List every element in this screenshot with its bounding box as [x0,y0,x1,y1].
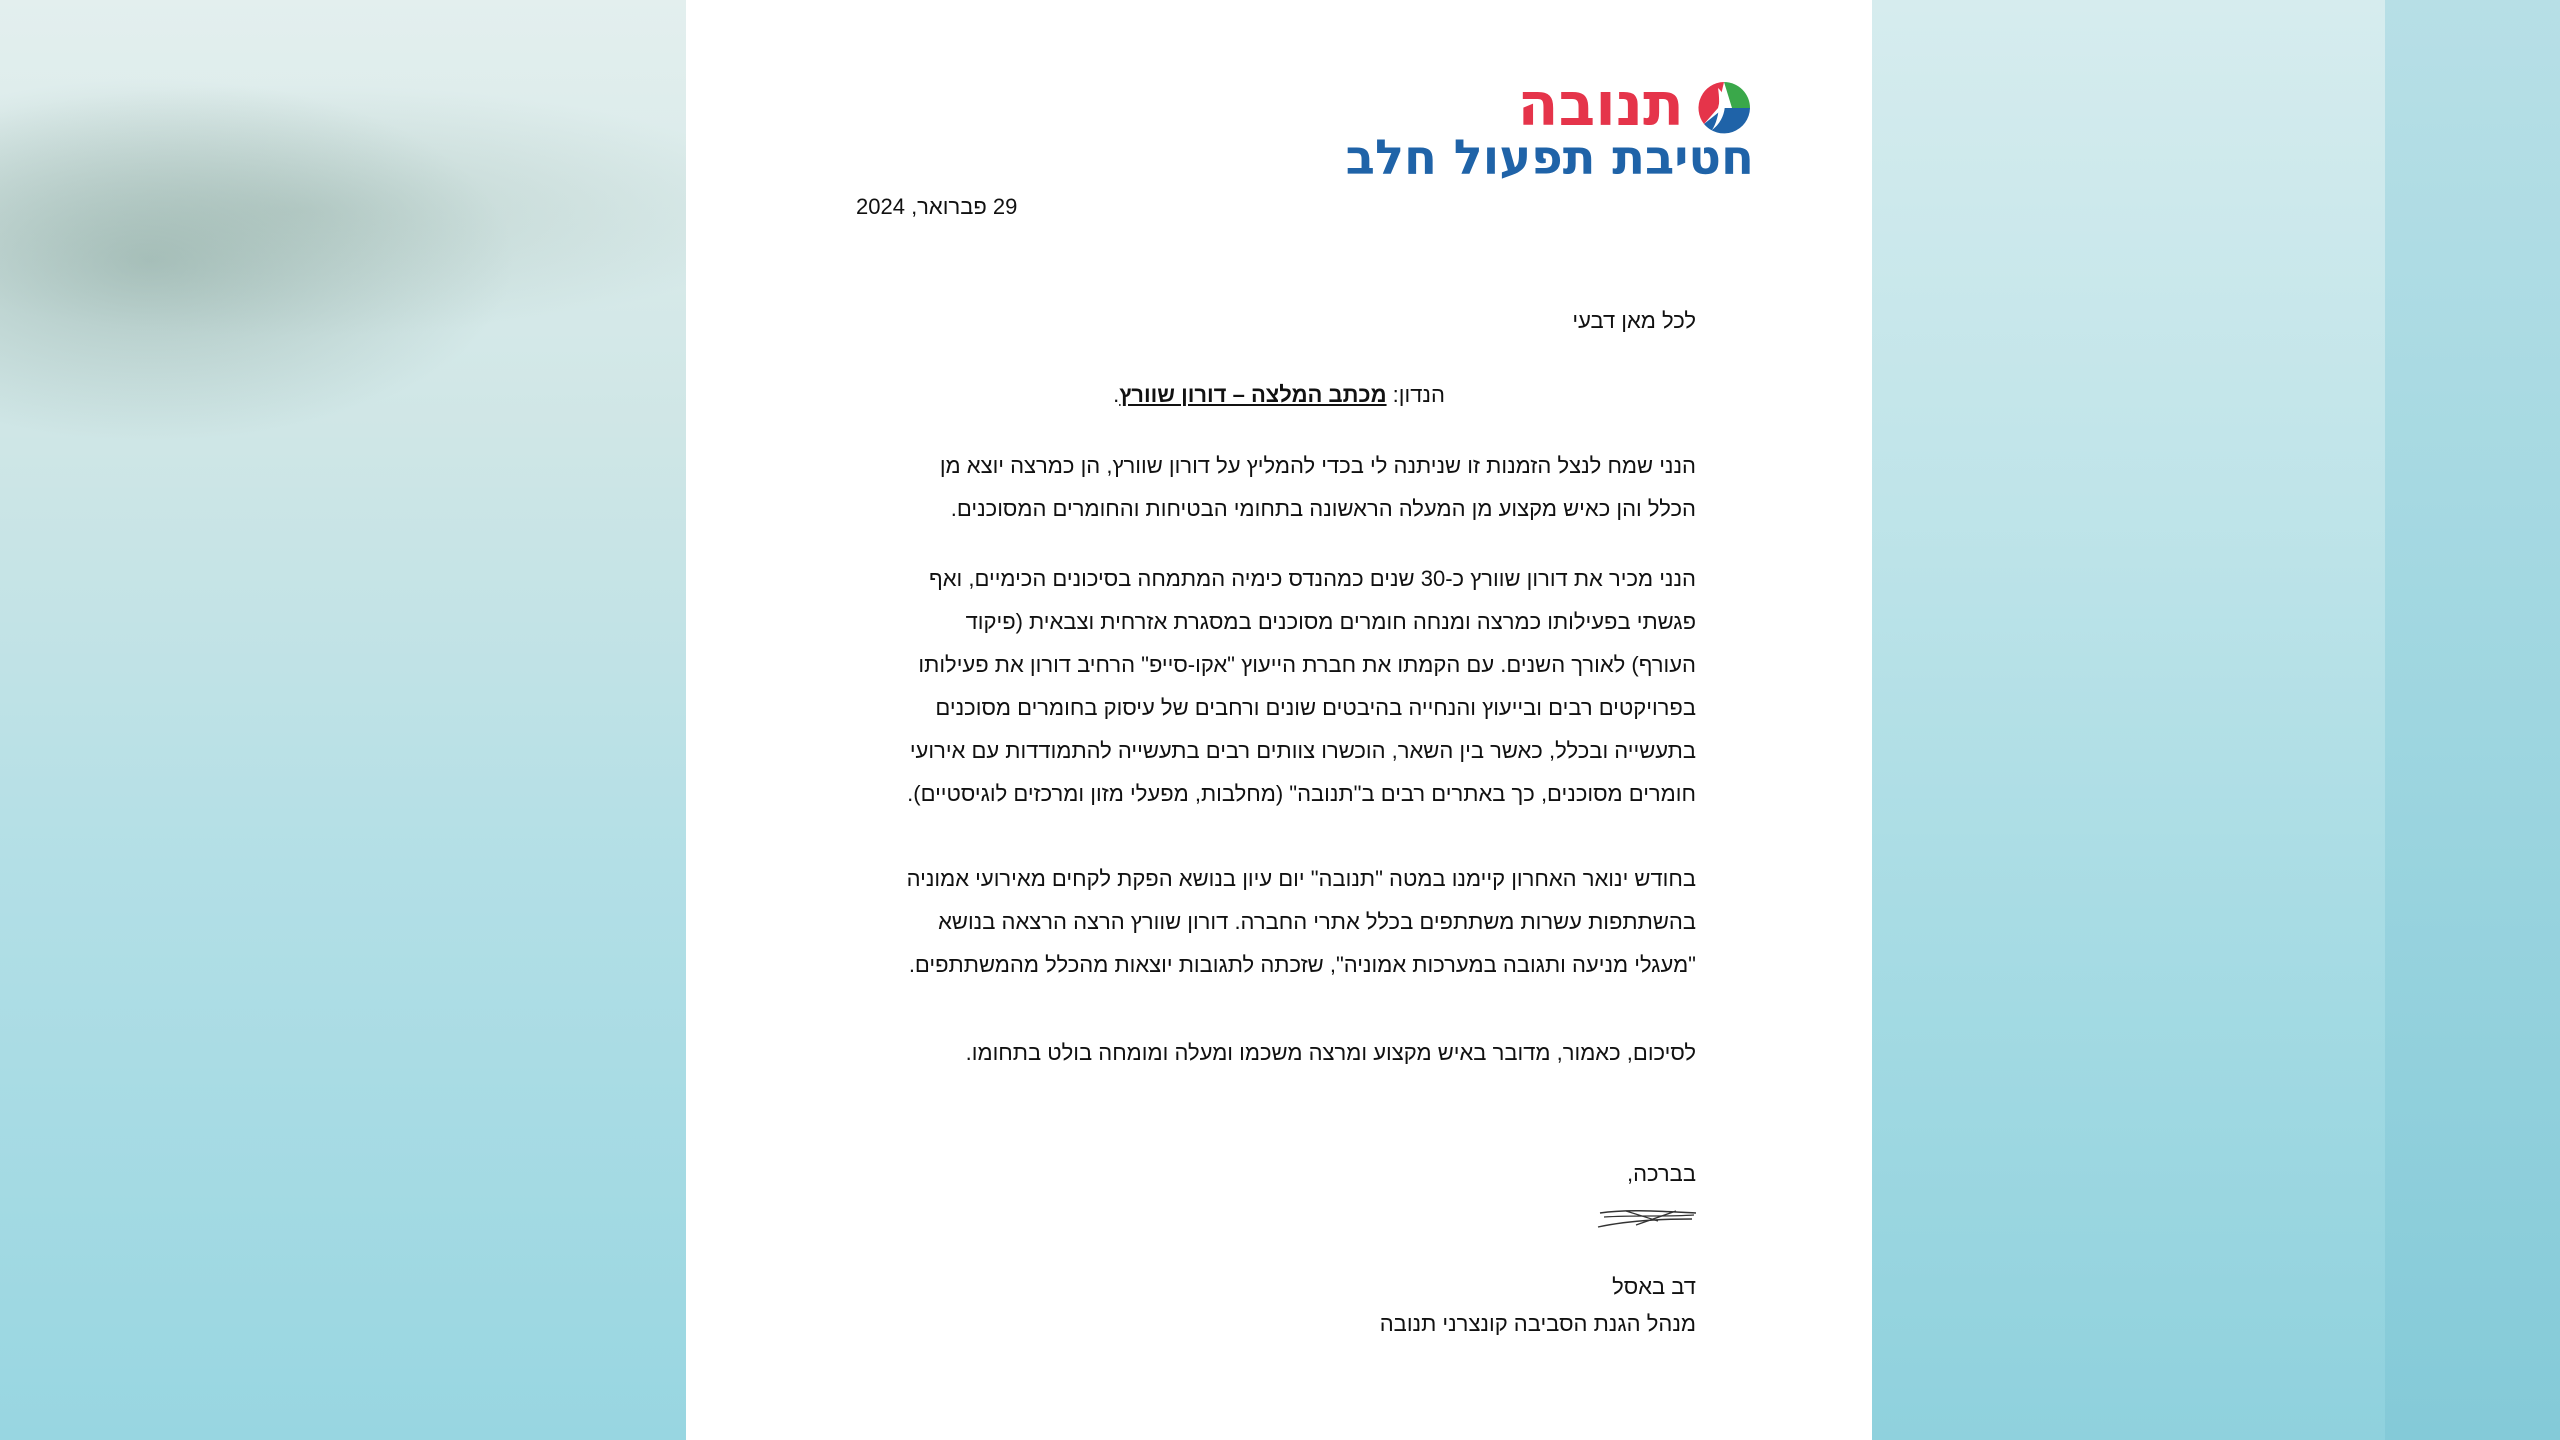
letter-closing: בברכה, [1626,1161,1696,1186]
paragraph-intro [856,444,1696,530]
paragraph-line: בתעשייה ובכלל, כאשר בין השאר, הוכשרו צוותים רבים בתעשייה להתמודדות עם אירועי [909,738,1696,763]
subject-prefix: הנדון: [1392,382,1445,407]
background-right-strip [2385,0,2560,1440]
paragraph-line: בחודש ינואר האחרון קיימנו במטה "תנובה" יום עיון בנושא הפקת לקחים מאירועי אמוניה [906,866,1696,891]
signer-title: מנהל הגנת הסביבה קונצרני תנובה [1379,1311,1696,1336]
paragraph-line: "מעגלי מניעה ותגובה במערכות אמוניה", שזכתה לתגובות יוצאות מהכלל מהמשתתפים. [908,952,1696,977]
paragraph-line: הנני מכיר את דורון שוורץ כ-30 שנים כמהנדס כימיה המתמחה בסיכונים הכימיים, ואף [929,566,1696,591]
paragraph-line: חומרים מסוכנים, כך באתרים רבים ב"תנובה" (מחלבות, מפעלי מזון ומרכזים לוגיסטיים). [907,781,1696,806]
background-left [0,0,686,1440]
paragraph-line: הנני שמח לנצל הזמנות זו שניתנה לי בכדי להמליץ על דורון שוורץ, הן כמרצה יוצא מן [939,453,1696,478]
subject-suffix: . [1113,382,1120,407]
paragraph-line: העורף) לאורך השנים. עם הקמתו את חברת הייעוץ "אקו-סייפ" הרחיב דורון את פעילותו [918,652,1696,677]
signer-name: דב באסל [1612,1274,1696,1299]
logo-division: חטיבת תפעול חלב [1345,130,1754,186]
paragraph-summary [856,1031,1696,1074]
paragraph-line: הכלל והן כאיש מקצוע מן המעלה הראשונה בתחומי הבטיחות והחומרים המסוכנים. [950,496,1696,521]
letter-page [686,0,1872,1440]
paragraph-line: בהשתתפות עשרות משתתפים בכלל אתרי החברה. דורון שוורץ הרצה הרצאה בנושא [938,909,1696,934]
logo-name: תנובה [1517,70,1684,140]
handwritten-signature [1596,1205,1701,1235]
subject-title: מכתב המלצה – דורון שוורץ [1119,382,1387,407]
paragraph-line: בפרויקטים רבים ובייעוץ והנחייה בהיבטים שונים ורחבים של עיסוק בחומרים מסוכנים [935,695,1696,720]
paragraph-seminar [856,857,1696,986]
company-logo [1345,70,1754,186]
letter-greeting: לכל מאן דבעי [1572,308,1696,333]
paragraph-line: פגשתי בפעילותו כמרצה ומנחה חומרים מסוכנים במסגרת אזרחית וצבאית (פיקוד [965,609,1696,634]
logo-mark-icon [1694,78,1754,138]
paragraph-line: לסיכום, כאמור, מדובר באיש מקצוע ומרצה משכמו ומעלה ומומחה בולט בתחומו. [965,1040,1696,1065]
letter-subject-line [686,382,1872,408]
paragraph-background [856,557,1696,815]
letter-date: 29 פברואר, 2024 [856,194,1018,219]
